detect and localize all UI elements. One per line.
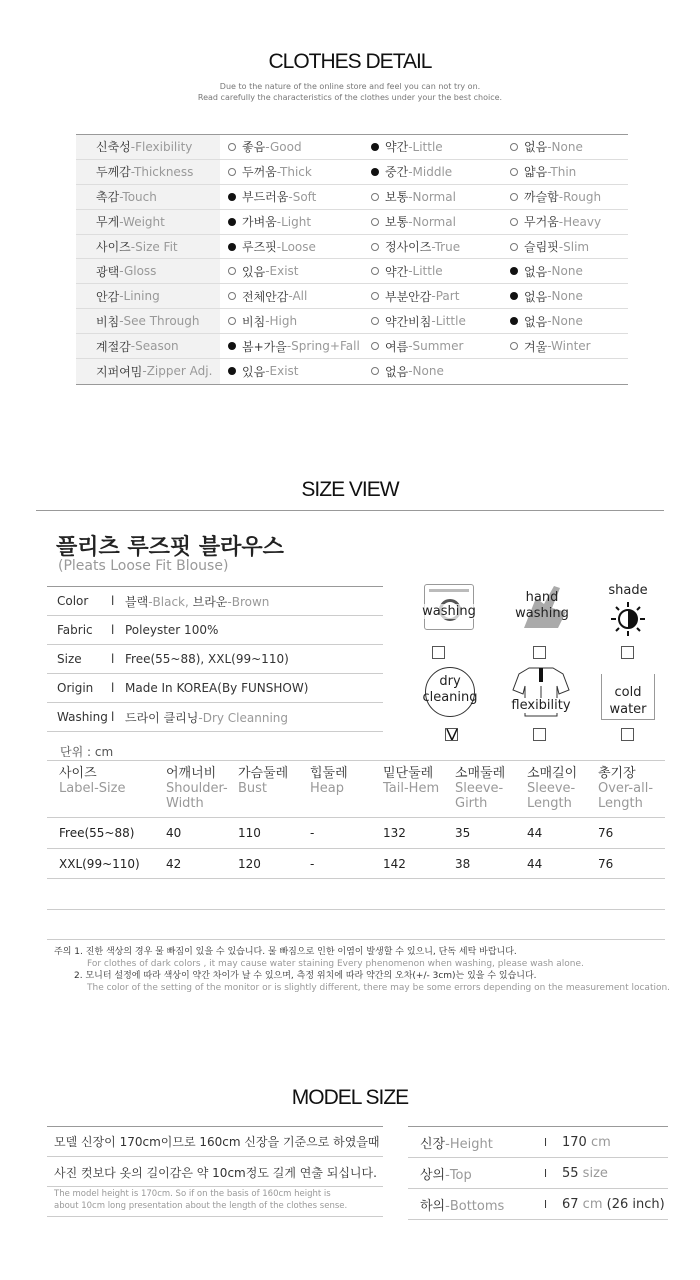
detail-label-ko: 안감 [96, 289, 120, 304]
size-value-cell: 110 [238, 826, 261, 840]
clothes-detail-title: CLOTHES DETAIL [268, 50, 432, 73]
option-ko: 약간비침 [385, 314, 432, 329]
size-column-header [166, 766, 236, 811]
empty-dot-icon [510, 168, 518, 176]
size-label-cell: XXL(99~110) [59, 857, 140, 871]
option-ko: 없음 [524, 264, 548, 279]
info-value-ko: 드라이 클리닝 [125, 710, 199, 725]
header-ko: 힙둘레 [310, 766, 348, 781]
header-ko: 가슴둘레 [238, 766, 289, 781]
empty-dot-icon [371, 367, 379, 375]
option-ko: 없음 [385, 364, 409, 379]
option-ko: 약간 [385, 140, 409, 155]
detail-option [363, 210, 506, 234]
selected-dot-icon [510, 267, 518, 275]
detail-option [220, 359, 363, 384]
empty-dot-icon [510, 193, 518, 201]
detail-row [76, 309, 628, 334]
detail-label [76, 135, 220, 159]
option-en: -None [408, 364, 444, 379]
detail-option [506, 235, 628, 259]
detail-option [506, 135, 628, 159]
option-en: -Light [276, 214, 312, 229]
option-ko: 무거움 [524, 215, 559, 230]
size-column-header [238, 766, 308, 796]
label-ko: 하의 [420, 1198, 446, 1214]
model-line-1: 모델 신장이 170cm이므로 160cm 신장을 기준으로 하였을때 [54, 1135, 380, 1149]
size-column-header [59, 766, 159, 796]
option-en: -Part [431, 289, 460, 304]
separator: l [544, 1197, 548, 1211]
size-value-cell: - [310, 857, 315, 871]
unit: cm [586, 1134, 611, 1150]
header-en: Bust [238, 781, 268, 796]
option-ko: 정사이즈 [385, 240, 432, 254]
model-line-2: 사진 컷보다 옷의 길이감은 약 10cm정도 길게 연출 되십니다. [54, 1166, 377, 1180]
option-en: -All [288, 289, 308, 304]
empty-dot-icon [228, 292, 236, 300]
model-size-label [408, 1133, 544, 1152]
care-label: hand washing [515, 590, 569, 621]
care-label: flexibility [508, 698, 574, 713]
detail-option [363, 284, 506, 308]
detail-label-ko: 비침 [96, 314, 120, 329]
empty-dot-icon [510, 143, 518, 151]
detail-label-en: -Flexibility [130, 139, 193, 154]
info-value-ko-2: 브라운 [192, 594, 228, 609]
option-en: -Summer [408, 339, 464, 354]
detail-row [76, 185, 628, 210]
detail-option [220, 309, 363, 333]
info-value [125, 709, 288, 726]
option-ko: 겨울 [524, 339, 548, 354]
option-en: -True [431, 239, 461, 254]
info-value-ko: Poleyster 100% [125, 623, 219, 637]
detail-label [76, 309, 220, 333]
model-size-value [562, 1166, 608, 1181]
detail-label-ko: 촉감 [96, 190, 120, 205]
info-separator: l [111, 623, 115, 637]
info-value [125, 681, 308, 695]
option-en: -None [547, 289, 583, 304]
care-label: dry cleaning [422, 674, 478, 705]
selected-dot-icon [228, 367, 236, 375]
option-ko: 부드러움 [242, 190, 289, 205]
option-ko: 두꺼움 [242, 165, 277, 180]
divider [47, 1186, 383, 1187]
header-ko: 밑단둘레 [383, 766, 434, 781]
label-en: -Bottoms [445, 1198, 505, 1214]
detail-label-en: -Season [130, 339, 179, 354]
size-value-cell: 44 [527, 857, 543, 871]
unit-label: 단위 : cm [60, 745, 114, 759]
selected-dot-icon [228, 243, 236, 251]
detail-label [76, 334, 220, 358]
option-ko: 전체안감 [242, 289, 289, 304]
empty-dot-icon [228, 267, 236, 275]
option-en: -Thin [547, 164, 577, 179]
option-en: -Spring+Fall [286, 339, 360, 354]
detail-label-ko: 사이즈 [96, 240, 131, 254]
model-size-value [562, 1197, 665, 1212]
divider [47, 939, 665, 940]
option-en: -Normal [408, 189, 456, 204]
detail-option [220, 185, 363, 209]
detail-label-ko: 무게 [96, 215, 120, 230]
size-label-cell: Free(55~88) [59, 826, 135, 840]
note-2-ko: 2. 모니터 설정에 따라 색상이 약간 차이가 날 수 있으며, 측정 위치에 따라 약간의 오차(+/- 3cm)는 있을 수 있습니다. [74, 971, 537, 981]
model-size-row [408, 1189, 668, 1220]
detail-label-en: -Thickness [130, 164, 194, 179]
product-info-row [47, 674, 383, 703]
check-icon [445, 727, 458, 740]
clothes-detail-subtitle-2: Read carefully the characteristics of the clothes under your the best choice. [197, 93, 503, 102]
option-en: -None [547, 139, 583, 154]
header-en: Label-Size [59, 781, 126, 796]
selected-dot-icon [228, 218, 236, 226]
info-value [125, 593, 269, 610]
empty-dot-icon [371, 267, 379, 275]
info-value-ko: Free(55~88), XXL(99~110) [125, 652, 289, 666]
detail-label [76, 185, 220, 209]
info-value [125, 652, 289, 666]
note-1-ko: 주의 1. 진한 색상의 경우 물 빠짐이 있을 수 있습니다. 물 빠짐으로 인한 이염이 발생할 수 있으니, 단독 세탁 바랍니다. [54, 947, 517, 957]
header-en: Shoulder-Width [166, 781, 228, 811]
header-en: Tail-Hem [383, 781, 440, 796]
detail-label-ko: 계절감 [96, 339, 131, 354]
size-value-cell: 42 [166, 857, 182, 871]
size-value-cell: 40 [166, 826, 182, 840]
detail-label [76, 359, 220, 384]
detail-option [506, 210, 628, 234]
detail-option [363, 185, 506, 209]
detail-option [220, 334, 363, 358]
option-ko: 중간 [385, 165, 409, 180]
header-en: Sleeve-Girth [455, 781, 504, 811]
size-value-cell: 120 [238, 857, 261, 871]
header-en: Over-all-Length [598, 781, 654, 811]
separator: l [544, 1135, 548, 1149]
option-en: -Thick [276, 164, 312, 179]
detail-label-en: -Lining [119, 289, 160, 304]
detail-label-ko: 광택 [96, 264, 120, 279]
detail-option [506, 309, 628, 333]
clothes-detail-subtitle-1: Due to the nature of the online store and feel you can not try on. [219, 82, 481, 91]
selected-dot-icon [371, 143, 379, 151]
detail-row [76, 359, 628, 384]
detail-row [76, 284, 628, 309]
label-ko: 상의 [420, 1167, 446, 1183]
care-checkbox [432, 646, 445, 659]
info-key: Fabric [57, 623, 93, 637]
detail-option [220, 235, 363, 259]
product-name-en: (Pleats Loose Fit Blouse) [58, 558, 229, 574]
empty-dot-icon [371, 243, 379, 251]
size-value-cell: 142 [383, 857, 406, 871]
option-ko: 루즈핏 [242, 240, 277, 254]
detail-label-en: -Touch [119, 189, 157, 204]
empty-dot-icon [228, 143, 236, 151]
selected-dot-icon [228, 342, 236, 350]
model-size-title: MODEL SIZE [291, 1086, 409, 1109]
divider [47, 909, 665, 910]
option-en: -Heavy [558, 214, 602, 229]
empty-dot-icon [510, 218, 518, 226]
empty-dot-icon [228, 168, 236, 176]
size-column-header [383, 766, 453, 796]
size-value-cell: 38 [455, 857, 471, 871]
model-en-2: about 10cm long presentation about the length of the clothes sense. [54, 1201, 348, 1211]
detail-label [76, 284, 220, 308]
option-ko: 까슬함 [524, 190, 559, 205]
option-ko: 부분안감 [385, 289, 432, 304]
empty-dot-icon [371, 193, 379, 201]
detail-option [220, 160, 363, 184]
detail-option [220, 210, 363, 234]
option-en: -Little [408, 139, 443, 154]
detail-option [363, 309, 506, 333]
size-value-cell: - [310, 826, 315, 840]
option-ko: 없음 [524, 140, 548, 155]
info-key: Washing [57, 710, 108, 724]
divider [47, 848, 665, 849]
shade-sun-icon [609, 600, 647, 638]
care-checkbox [533, 728, 546, 741]
detail-option [363, 359, 506, 384]
option-en: -None [547, 264, 583, 279]
header-en: Sleeve-Length [527, 781, 576, 811]
detail-option [506, 284, 628, 308]
detail-option [506, 160, 628, 184]
divider [47, 1126, 383, 1127]
product-info-row [47, 703, 383, 732]
model-size-label [408, 1195, 544, 1214]
header-ko: 어깨너비 [166, 766, 217, 781]
empty-dot-icon [228, 317, 236, 325]
option-ko: 있음 [242, 264, 266, 279]
empty-dot-icon [510, 342, 518, 350]
info-separator: l [111, 594, 115, 608]
divider [47, 760, 665, 761]
option-en: -Exist [265, 364, 299, 379]
value: 170 [562, 1134, 587, 1150]
extra: (26 inch) [606, 1196, 665, 1212]
care-label: washing [416, 604, 482, 619]
care-label: shade [608, 583, 648, 598]
option-ko: 보통 [385, 215, 409, 230]
model-size-value [562, 1135, 611, 1150]
detail-option [363, 235, 506, 259]
info-value [125, 623, 218, 637]
option-ko: 슬림핏 [524, 240, 559, 254]
option-en: -Loose [276, 239, 316, 254]
detail-label [76, 210, 220, 234]
option-en: -Good [265, 139, 302, 154]
option-ko: 좋음 [242, 140, 266, 155]
option-en: -Slim [558, 239, 590, 254]
option-ko: 여름 [385, 339, 409, 354]
option-en: -Middle [408, 164, 453, 179]
option-ko: 가벼움 [242, 215, 277, 230]
product-info-row [47, 645, 383, 674]
divider [47, 878, 665, 879]
detail-option [506, 334, 628, 358]
model-size-label [408, 1164, 544, 1183]
care-checkbox [621, 646, 634, 659]
option-en: -Normal [408, 214, 456, 229]
model-size-row [408, 1127, 668, 1158]
clothes-detail-table [76, 134, 628, 385]
option-en: -High [265, 314, 298, 329]
detail-row [76, 259, 628, 284]
detail-option [363, 135, 506, 159]
divider [47, 1156, 383, 1157]
option-en: -Winter [547, 339, 591, 354]
header-ko: 사이즈 [59, 766, 97, 781]
detail-label-en: -See Through [119, 314, 200, 329]
option-ko: 없음 [524, 314, 548, 329]
label-en: -Top [445, 1167, 472, 1183]
value: 55 [562, 1165, 579, 1181]
option-en: -Soft [288, 189, 317, 204]
detail-label [76, 235, 220, 259]
option-en: -Little [431, 314, 466, 329]
detail-option [363, 160, 506, 184]
info-value-en-2: -Brown [227, 594, 270, 609]
option-en: -None [547, 314, 583, 329]
empty-dot-icon [510, 243, 518, 251]
label-ko: 신장 [420, 1136, 446, 1152]
option-en: -Rough [558, 189, 602, 204]
header-en: Heap [310, 781, 344, 796]
label-en: -Height [445, 1136, 493, 1152]
detail-option [220, 284, 363, 308]
detail-label [76, 259, 220, 283]
detail-label-en: -Zipper Adj. [142, 364, 213, 379]
value: 67 [562, 1196, 579, 1212]
empty-dot-icon [371, 342, 379, 350]
detail-label-ko: 두께감 [96, 165, 131, 180]
size-column-header [455, 766, 523, 811]
detail-label-ko: 지퍼여밈 [96, 364, 143, 379]
option-ko: 약간 [385, 264, 409, 279]
divider [47, 1216, 383, 1217]
detail-label-en: -Gloss [119, 264, 157, 279]
option-ko: 보통 [385, 190, 409, 205]
size-view-title: SIZE VIEW [301, 478, 399, 501]
info-value-ko: 블랙 [125, 594, 149, 609]
size-value-cell: 44 [527, 826, 543, 840]
detail-row [76, 135, 628, 160]
detail-option [363, 259, 506, 283]
care-label: cold water [609, 685, 647, 717]
info-value-ko: Made In KOREA(By FUNSHOW) [125, 681, 309, 695]
detail-option [220, 135, 363, 159]
info-value-en: -Dry Cleanning [198, 710, 289, 725]
info-separator: l [111, 652, 115, 666]
divider [36, 510, 664, 511]
info-value-en: -Black, [148, 594, 193, 609]
option-en: -Exist [265, 264, 299, 279]
unit: cm [578, 1196, 607, 1212]
care-checkbox-checked [445, 728, 458, 741]
size-column-header [527, 766, 595, 811]
selected-dot-icon [510, 292, 518, 300]
size-column-header [310, 766, 380, 796]
selected-dot-icon [228, 193, 236, 201]
selected-dot-icon [510, 317, 518, 325]
option-ko: 없음 [524, 289, 548, 304]
product-info-row [47, 616, 383, 645]
option-en: -Little [408, 264, 443, 279]
separator: l [544, 1166, 548, 1180]
detail-row [76, 160, 628, 185]
detail-label-ko: 신축성 [96, 140, 131, 155]
size-value-cell: 132 [383, 826, 406, 840]
note-2-en: The color of the setting of the monitor or is slightly different, there may be some errors depending on the measurement location. [87, 983, 671, 993]
detail-option [363, 334, 506, 358]
product-info-row [47, 587, 383, 616]
header-ko: 총기장 [598, 766, 636, 781]
detail-row [76, 235, 628, 260]
note-1-en: For clothes of dark colors , it may cause water staining Every phenomenon when washing, please wash alone. [87, 959, 584, 969]
option-ko: 얇음 [524, 165, 548, 180]
detail-row [76, 210, 628, 235]
care-checkbox [533, 646, 546, 659]
empty-dot-icon [371, 317, 379, 325]
empty-dot-icon [371, 292, 379, 300]
header-ko: 소매길이 [527, 766, 578, 781]
size-value-cell: 76 [598, 826, 614, 840]
detail-label [76, 160, 220, 184]
detail-row [76, 334, 628, 359]
detail-option [506, 185, 628, 209]
product-name: 플리츠 루즈핏 블라우스 [56, 535, 284, 560]
care-checkbox [621, 728, 634, 741]
detail-option [220, 259, 363, 283]
detail-option [506, 259, 628, 283]
header-ko: 소매둘레 [455, 766, 506, 781]
detail-label-en: -Weight [119, 214, 165, 229]
info-separator: l [111, 681, 115, 695]
info-key: Size [57, 652, 82, 666]
size-value-cell: 76 [598, 857, 614, 871]
selected-dot-icon [371, 168, 379, 176]
model-size-row [408, 1158, 668, 1189]
option-ko: 있음 [242, 364, 266, 379]
size-column-header [598, 766, 664, 811]
divider [47, 817, 665, 818]
option-ko: 봄+가을 [242, 339, 287, 354]
size-value-cell: 35 [455, 826, 471, 840]
model-en-1: The model height is 170cm. So if on the basis of 160cm height is [54, 1189, 331, 1199]
option-ko: 비침 [242, 314, 266, 329]
empty-dot-icon [371, 218, 379, 226]
detail-label-en: -Size Fit [130, 239, 178, 254]
info-key: Origin [57, 681, 94, 695]
info-key: Color [57, 594, 89, 608]
info-separator: l [111, 710, 115, 724]
unit: size [578, 1165, 608, 1181]
